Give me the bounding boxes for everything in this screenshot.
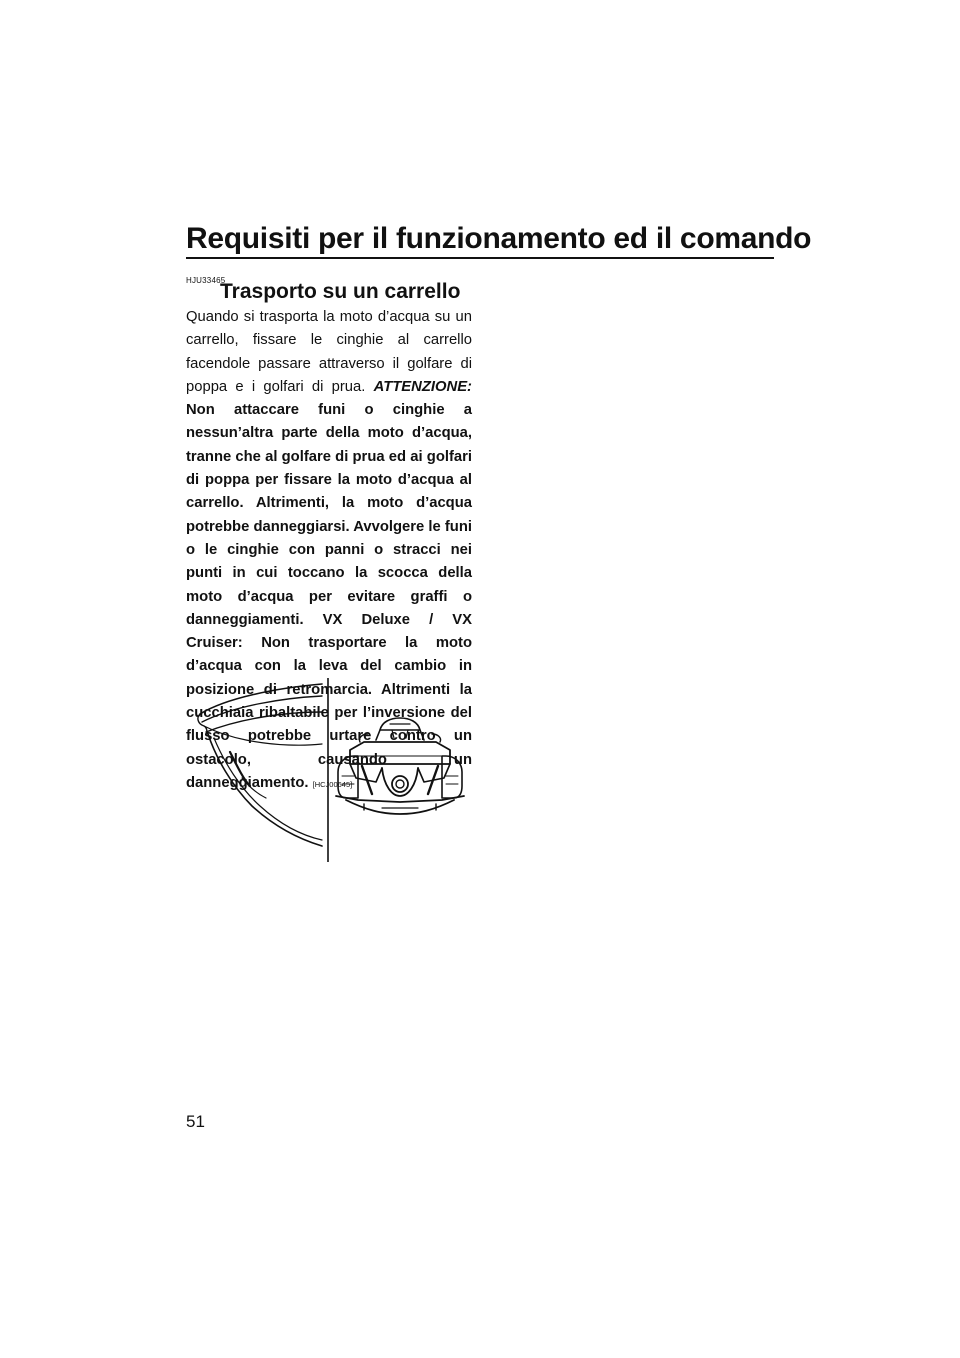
trailer-illustration xyxy=(186,676,476,864)
section-heading: Trasporto su un carrello xyxy=(220,280,461,303)
caution-label: ATTENZIONE: xyxy=(373,378,472,395)
caution-code: [HCJ00645] xyxy=(312,779,353,789)
page-number: 51 xyxy=(186,1112,205,1131)
hull-bow-detail-icon xyxy=(198,684,322,846)
section-code: HJU33465 xyxy=(186,276,226,285)
intro-text: Quando si trasporta la moto d’acqua su un carrello, fissare le cinghie al carrello facendole passare attraverso il golfare di poppa e i golfari di prua. xyxy=(186,309,472,395)
chapter-title-rule xyxy=(186,257,774,259)
chapter-title: Requisiti per il funzionamento ed il comando xyxy=(186,222,812,255)
caution-text: Non attaccare funi o cinghie a nessun’altra parte della moto d’acqua, tranne che al golfare di prua ed ai golfari di poppa per fissare la moto d’acqua al carrello. Altrimenti, la moto d’acqua potrebbe danneggiarsi. Avvolgere le funi o le cinghie con panni o stracci nei punti in cui toccano la scocca della moto d’acqua per evitare graffi o danneggiamenti. VX Deluxe / VX Cruiser: Non trasportare la moto d’acqua con la leva del cambio in posizione di retromarcia. Altrimenti la cucchiaia ribaltabile per l’inversione del flusso potrebbe urtare contro un ostacolo, causando un danneggiamento. xyxy=(186,402,472,791)
watercraft-on-trailer-rear-view-icon xyxy=(336,718,464,814)
